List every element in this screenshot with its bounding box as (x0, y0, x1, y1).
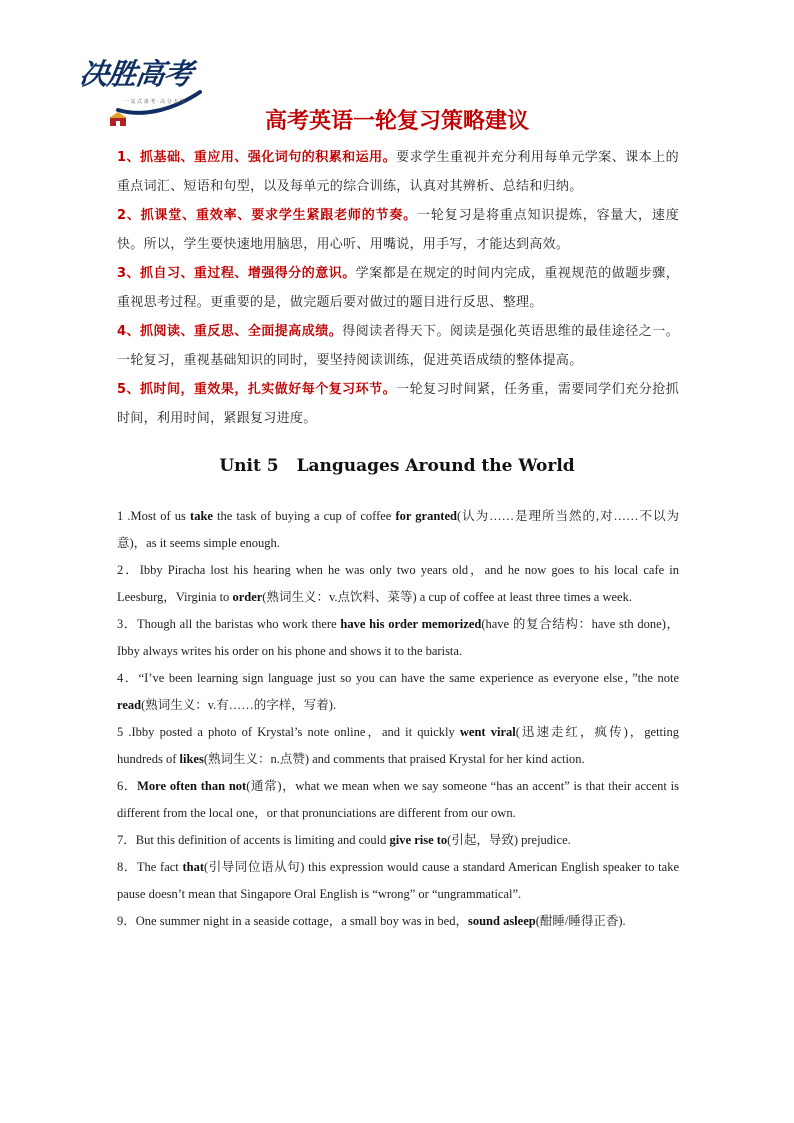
key-phrase: have his order memorized (340, 617, 482, 631)
sentence-item: 1 .Most of us take the task of buying a cup of coffee for granted(认为……是理所当然的,对……不以为意)，as it seems simple enough. (117, 509, 679, 550)
tip-text: 得阅读者得天下。阅读是强化英语思维的最佳途径之一。一轮复习，重视基础知识的同时，要坚持阅读训练，促进英语成绩的整体提高。 (117, 324, 679, 368)
sentence-item: 7．But this definition of accents is limiting and could give rise to(引起，导致) prejudice. (117, 833, 571, 847)
sentence-item: 5 .Ibby posted a photo of Krystal’s note online，and it quickly went viral(迅速走红，疯传)，getting hundreds of likes(熟词生义：n.点赞) and comments that praised Krystal for her kind action. (117, 725, 680, 766)
sentence-item: 9．One summer night in a seaside cottage，a small boy was in bed，sound asleep(酣睡/睡得正香). (117, 914, 626, 928)
key-phrase: More often than not (137, 779, 247, 793)
tip-text: 要求学生重视并充分利用每单元学案、课本上的重点词汇、短语和句型，以及每单元的综合训练，认真对其辨析、总结和归纳。 (117, 150, 679, 194)
unit-label: Unit 5 (219, 456, 279, 476)
page-title: 高考英语一轮复习策略建议 (264, 109, 529, 134)
tip-text: 一轮复习时间紧，任务重，需要同学们充分抢抓时间，利用时间，紧跟复习进度。 (117, 382, 679, 426)
unit-title (0, 456, 794, 476)
tip-item (117, 375, 679, 433)
tip-item (117, 259, 679, 317)
logo-tagline: 一 站 式 备 考 · 高 分 无 忧 (124, 99, 185, 105)
key-phrase: likes (179, 752, 204, 766)
tip-item (117, 143, 679, 201)
sentence-list (117, 503, 679, 935)
tip-text: 一轮复习是将重点知识提炼，容量大，速度快。所以，学生要快速地用脑思，用心听、用嘴说，用手写，才能达到高效。 (117, 208, 679, 252)
sentence-item: 4．“I’ve been learning sign language just so you can have the same experience as everyone else，”the note read(熟词生义：v.有……的字样，写着). (117, 671, 679, 712)
key-phrase: order (232, 590, 263, 604)
tip-text: 学案都是在规定的时间内完成，重视规范的做题步骤，重视思考过程。更重要的是，做完题后要对做过的题目进行反思、整理。 (117, 266, 679, 310)
key-phrase: for granted (395, 509, 457, 523)
key-phrase: take (190, 509, 213, 523)
key-phrase: give rise to (389, 833, 448, 847)
tip-highlight: 1、抓基础、重应用、强化词句的积累和运用。 (117, 150, 397, 165)
tip-item (117, 317, 679, 375)
tip-highlight: 5、抓时间，重效果，扎实做好每个复习环节。 (117, 382, 397, 397)
key-phrase: went viral (459, 725, 516, 739)
key-phrase: that (182, 860, 204, 874)
tip-highlight: 3、抓自习、重过程、增强得分的意识。 (117, 266, 356, 281)
key-phrase: read (117, 698, 142, 712)
sentence-item: 2．Ibby Piracha lost his hearing when he was only two years old，and he now goes to his local cafe in Leesburg，Virginia to order(熟词生义：v.点饮料、菜等) a cup of coffee at least three times a week. (117, 563, 679, 604)
tip-highlight: 4、抓阅读、重反思、全面提高成绩。 (117, 324, 343, 339)
tip-item (117, 201, 679, 259)
unit-name: Languages Around the World (296, 456, 575, 476)
sentence-item: 8．The fact that(引导同位语从句) this expression would cause a standard American English speaker to take pause doesn’t mean that Singapore Oral English is “wrong” or “ungrammatical”. (117, 860, 680, 901)
sentence-item: 6．More often than not(通常)，what we mean when we say someone “has an accent” is that their accent is different from the local one，or that pronunciations are different from our own. (117, 779, 679, 820)
logo-text: 决胜高考 (77, 57, 195, 91)
key-phrase: sound asleep (467, 914, 536, 928)
tip-highlight: 2、抓课堂、重效率、要求学生紧跟老师的节奏。 (117, 208, 417, 223)
sentence-item: 3．Though all the baristas who work there have his order memorized(have 的复合结构：have sth done)，Ibby always writes his order on his phone and shows it to the barista. (117, 617, 679, 658)
strategy-tips (117, 143, 679, 433)
